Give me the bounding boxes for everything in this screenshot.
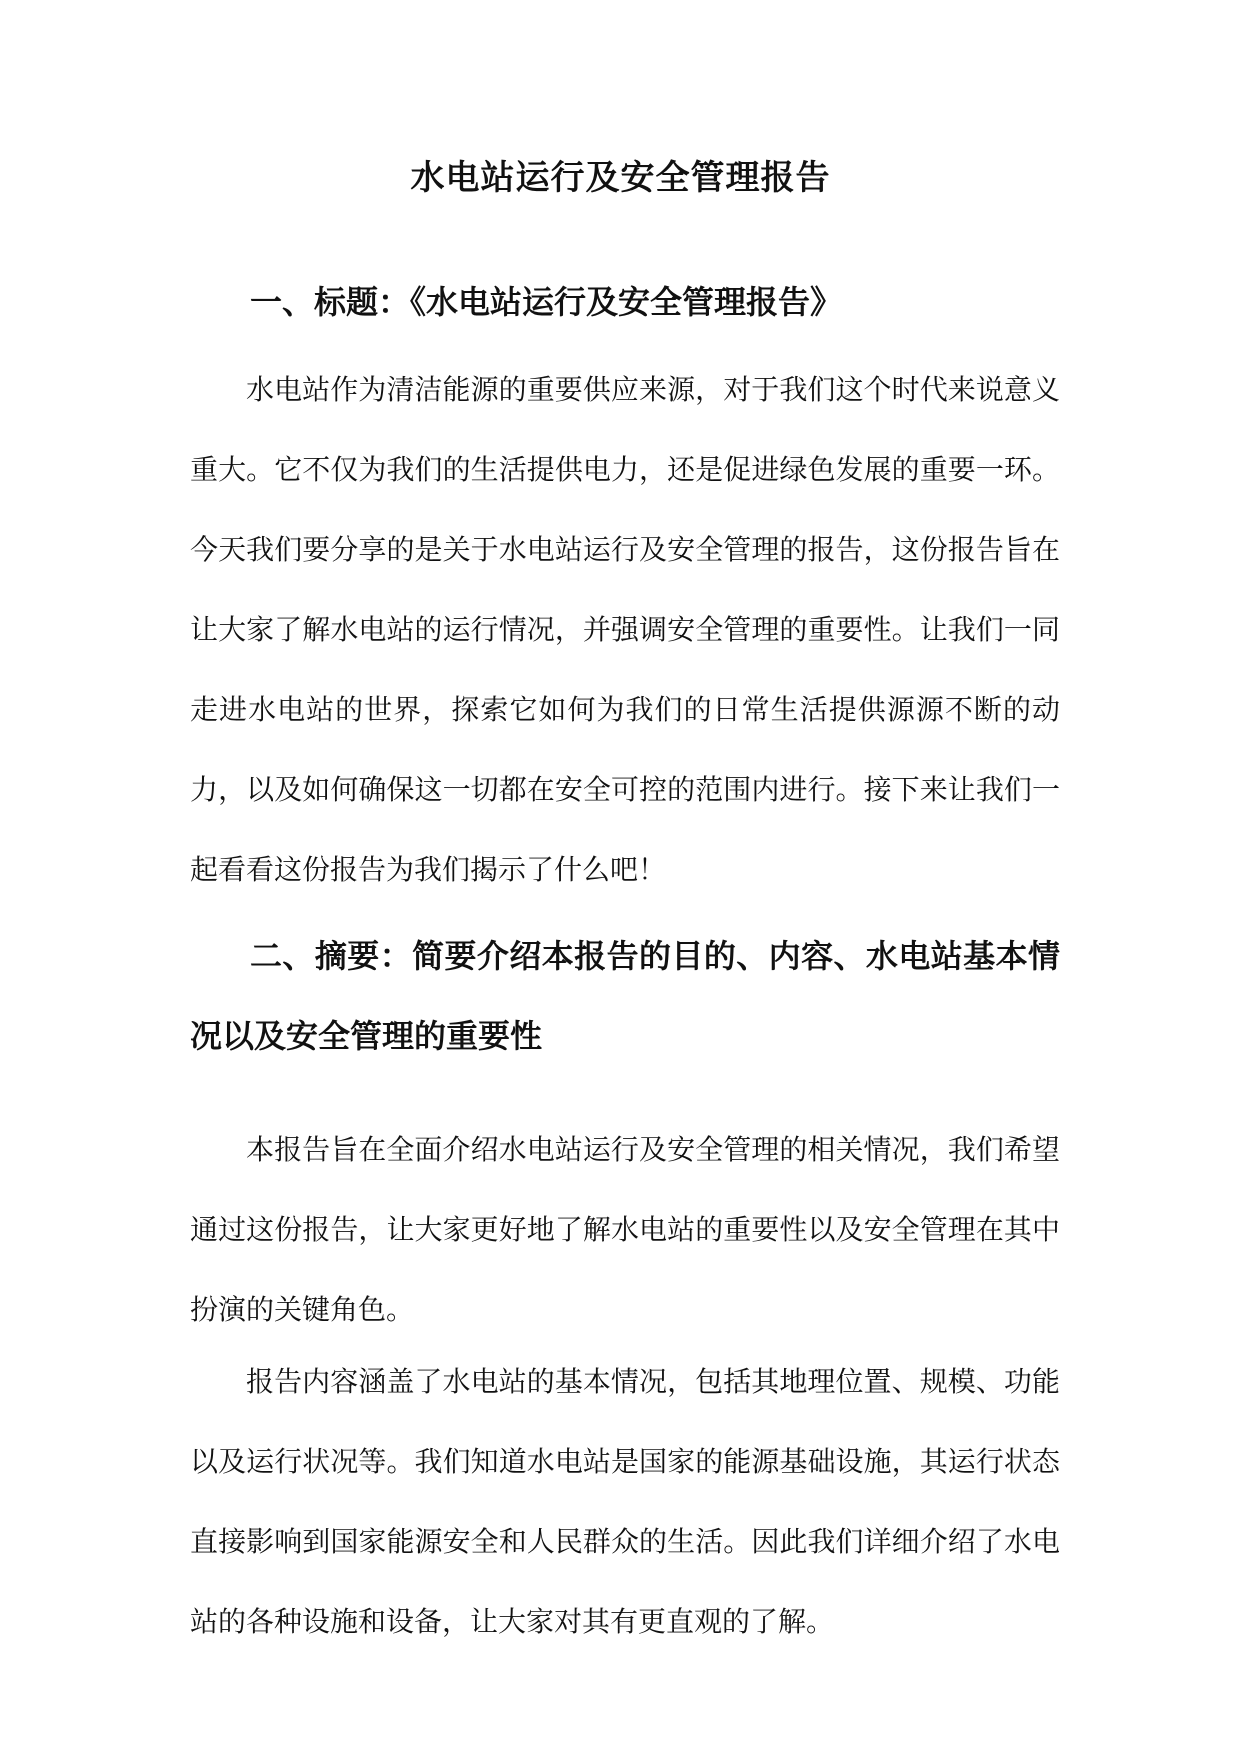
section-2-paragraph-1: 本报告旨在全面介绍水电站运行及安全管理的相关情况，我们希望通过这份报告，让大家更好地了解水电站的重要性以及安全管理在其中扮演的关键角色。: [190, 1133, 1060, 1326]
section-heading-1-text: 一、标题：《水电站运行及安全管理报告》: [250, 283, 843, 321]
section-2-paragraph-2: 报告内容涵盖了水电站的基本情况，包括其地理位置、规模、功能以及运行状况等。我们知道水电站是国家的能源基础设施，其运行状态直接影响到国家能源安全和人民群众的生活。因此我们详细介绍了水电站的各种设施和设备，让大家对其有更直观的了解。: [190, 1365, 1060, 1638]
section-heading-2: 二、摘要：简要介绍本报告的目的、内容、水电站基本情况以及安全管理的重要性: [190, 937, 1060, 1055]
document-title: 水电站运行及安全管理报告: [410, 158, 831, 198]
section-heading-1: [190, 262, 1060, 342]
section-1-paragraph-1: 水电站作为清洁能源的重要供应来源，对于我们这个时代来说意义重大。它不仅为我们的生活提供电力，还是促进绿色发展的重要一环。今天我们要分享的是关于水电站运行及安全管理的报告，这份报告旨在让大家了解水电站的运行情况，并强调安全管理的重要性。让我们一同走进水电站的世界，探索它如何为我们的日常生活提供源源不断的动力，以及如何确保这一切都在安全可控的范围内进行。接下来让我们一起看看这份报告为我们揭示了什么吧！: [190, 373, 1060, 886]
